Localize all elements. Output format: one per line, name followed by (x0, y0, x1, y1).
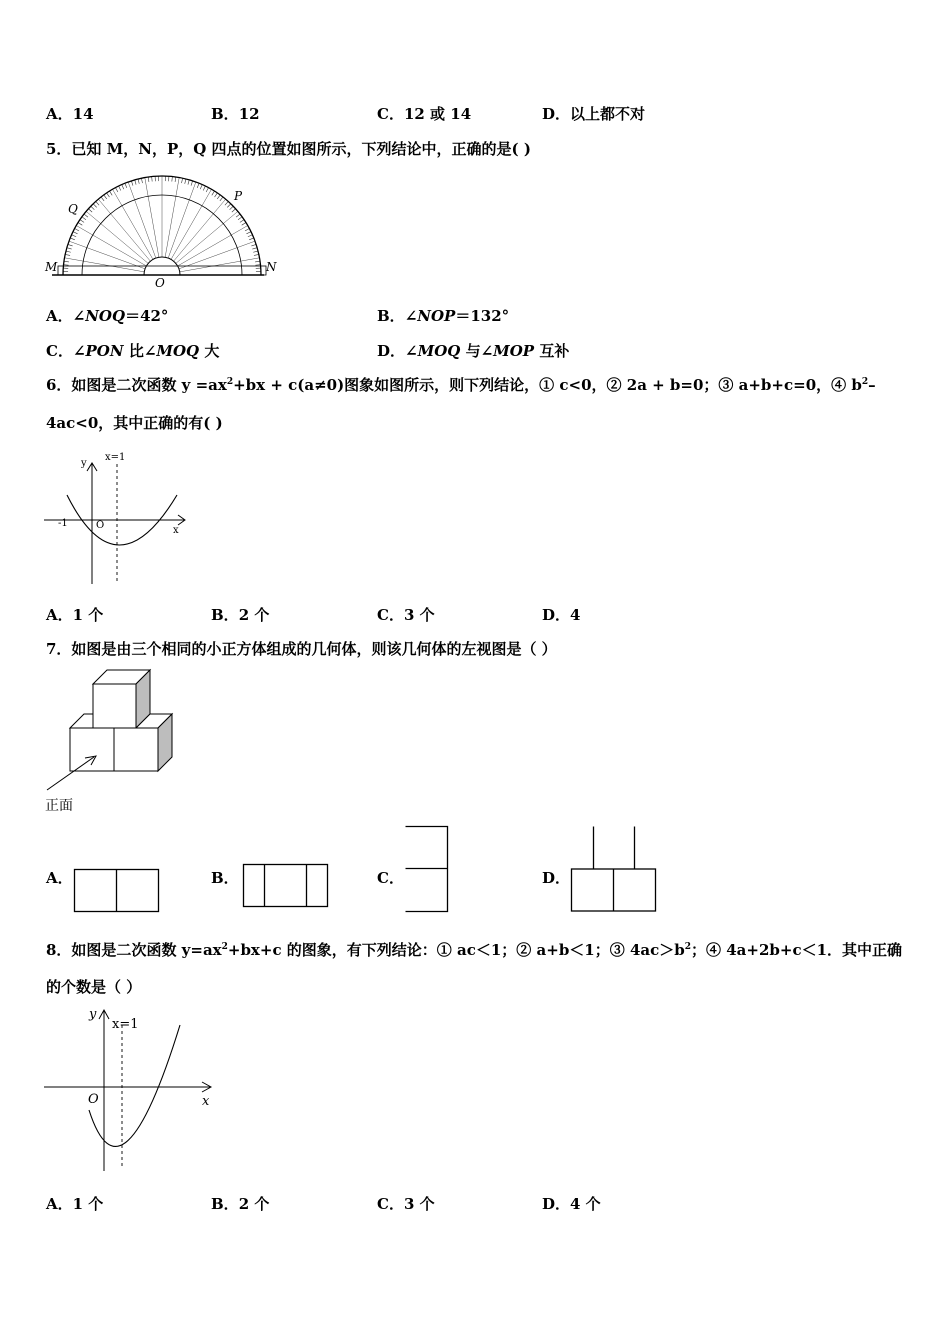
protractor-tick (128, 182, 156, 258)
q4-option-b (211, 103, 260, 124)
q6-option-c (377, 604, 435, 625)
superscript: 2 (226, 377, 234, 387)
option-letter: A． (46, 307, 73, 325)
q7-option-d-figure (570, 825, 660, 915)
option-tail: 互补 (534, 342, 570, 360)
superscript: 2 (861, 377, 869, 387)
protractor-tick (188, 180, 189, 185)
label-n: N (266, 260, 277, 274)
q6-stem (46, 374, 876, 395)
protractor-tick (191, 181, 193, 186)
angle-name-2: MOQ (156, 342, 200, 360)
q7-stem: 7．如图是由三个相同的小正方体组成的几何体，则该几何体的左视图是（ ） (46, 640, 557, 658)
stem-part: +bx + c(a≠0)图象如图所示，则下列结论，① c<0，② 2a + b=0；③ a+b+c=0，④ b (233, 376, 862, 394)
protractor-tick (88, 209, 92, 212)
protractor-tick (203, 186, 205, 190)
protractor-tick (125, 183, 127, 188)
protractor-tick (168, 182, 196, 258)
option-text: 3 个 (403, 606, 435, 624)
protractor-tick (174, 199, 226, 261)
protractor-tick (91, 206, 95, 209)
option-letter: D． (542, 1195, 571, 1213)
option-letter: B． (211, 105, 239, 123)
q5-option-d (377, 340, 569, 361)
label-neg1: -1 (58, 518, 68, 529)
option-text: 1 个 (72, 606, 104, 624)
q7-option-c-letter: C． (377, 869, 404, 887)
protractor-bottom-strip (58, 266, 266, 275)
label-x1: x=1 (112, 1017, 139, 1032)
protractor-tick (107, 193, 110, 197)
q6-stem-line2: 4ac<0，其中正确的有( ) (46, 414, 223, 432)
q7-option-b-letter: B． (211, 869, 239, 887)
protractor-tick (215, 193, 218, 197)
option-letter: D． (377, 342, 406, 360)
angle-name: NOP (417, 307, 456, 325)
protractor-tick (171, 189, 212, 259)
q8-option-c (377, 1193, 435, 1214)
option-letter: C． (377, 606, 404, 624)
protractor-tick (76, 226, 146, 267)
protractor-tick (96, 201, 99, 205)
protractor-tick (148, 177, 149, 182)
q4-option-c (377, 103, 471, 124)
protractor-tick (64, 265, 69, 266)
protractor-tick (238, 217, 242, 220)
bottom-left-top-face (70, 714, 93, 728)
protractor-tick (165, 178, 179, 258)
option-text: 3 个 (403, 1195, 435, 1213)
q8-stem (46, 939, 902, 960)
protractor-tick (255, 265, 260, 266)
q6-option-a (46, 604, 103, 625)
label-q: Q (68, 202, 78, 216)
protractor-tick (206, 188, 208, 192)
q7-option-d-letter: D． (542, 869, 571, 887)
option-text: 4 (570, 606, 581, 624)
bottom-left-front-face (70, 728, 114, 771)
protractor-tick (182, 178, 183, 183)
option-letter: C． (377, 105, 404, 123)
protractor-tick (65, 258, 145, 272)
angle-name: NOQ (85, 307, 126, 325)
protractor-tick (200, 185, 202, 190)
protractor-tick (236, 214, 240, 217)
label-o: O (155, 276, 165, 290)
protractor-tick (122, 185, 124, 190)
parabola-figure-q6 (42, 452, 192, 587)
protractor-tick (175, 177, 176, 182)
protractor-tick (172, 177, 173, 182)
protractor-tick (119, 186, 121, 190)
top-cube-front-face (93, 684, 136, 728)
protractor-tick (217, 195, 220, 199)
q6-option-d (542, 604, 580, 625)
q5-option-a (46, 305, 168, 326)
label-y: y (81, 458, 87, 469)
option-mid: 比∠ (123, 342, 157, 360)
option-letter: C． (377, 1195, 404, 1213)
protractor-tick (179, 241, 255, 269)
option-letter: D． (542, 606, 571, 624)
protractor-tick (252, 248, 257, 249)
protractor-tick (245, 229, 249, 231)
protractor-tick (113, 189, 154, 259)
parabola-figure-q8 (42, 1005, 222, 1175)
protractor-tick (255, 261, 260, 262)
angle-symbol: ∠ (404, 307, 418, 325)
cubes-figure (44, 666, 184, 816)
protractor-tick (72, 235, 77, 237)
angle-name-2: MOP (493, 342, 535, 360)
q5-stem: 5．已知 M，N，P，Q 四点的位置如图所示，下列结论中，正确的是( ) (46, 140, 531, 158)
protractor-tick (67, 248, 72, 249)
protractor-tick (104, 195, 107, 199)
q5-option-c (46, 340, 219, 361)
label-x1: x=1 (105, 452, 126, 463)
stem-part: ；④ 4a+2b+c＜1．其中正确 (691, 941, 903, 959)
q6-option-b (211, 604, 269, 625)
option-value: ＝132° (455, 307, 510, 325)
option-letter: A． (46, 1195, 73, 1213)
protractor-tick (84, 214, 88, 217)
stem-part: 8．如图是二次函数 y=ax (46, 941, 222, 959)
option-text: 12 或 14 (403, 105, 472, 123)
protractor-tick (65, 254, 70, 255)
protractor-figure (42, 168, 282, 288)
q7-option-b-figure (242, 863, 332, 908)
q4-option-a (46, 103, 94, 124)
protractor-tick (93, 204, 96, 208)
label-m: M (45, 260, 58, 274)
superscript: 2 (684, 942, 692, 952)
protractor-tick (220, 197, 223, 201)
option-text: 14 (72, 105, 94, 123)
label-p: P (234, 189, 243, 203)
protractor-tick (138, 179, 139, 184)
protractor-tick (180, 258, 260, 272)
q7-option-a-letter: A． (46, 869, 73, 887)
protractor-tick (242, 223, 246, 226)
protractor-tick (69, 241, 145, 269)
protractor-ticks (63, 176, 261, 275)
option-value: ＝42° (125, 307, 169, 325)
label-x: x (202, 1094, 210, 1109)
label-origin: O (88, 1092, 99, 1107)
label-origin: O (96, 520, 105, 531)
protractor-tick (197, 183, 199, 188)
parabola-curve (89, 1025, 180, 1146)
option-letter: A． (46, 105, 73, 123)
option-text: 1 个 (72, 1195, 104, 1213)
protractor-tick (152, 177, 153, 182)
angle-name: MOQ (417, 342, 461, 360)
protractor-tick (68, 244, 73, 246)
q8-option-d (542, 1193, 601, 1214)
protractor-tick (232, 209, 236, 212)
protractor-tick (145, 178, 159, 258)
protractor-tick (254, 254, 259, 255)
protractor-tick (230, 206, 234, 209)
protractor-tick (253, 251, 258, 252)
superscript: 2 (221, 942, 228, 952)
protractor-tick (240, 220, 244, 223)
option-tail: 大 (199, 342, 220, 360)
protractor-tick (64, 261, 69, 262)
option-text: 4 个 (570, 1195, 601, 1213)
stem-part: +bx+c 的图象，有下列结论：① ac＜1；② a+b＜1；③ 4ac＞b (227, 941, 685, 959)
angle-name: PON (85, 342, 124, 360)
view-rect (244, 865, 328, 907)
protractor-tick (73, 232, 77, 234)
protractor-tick (70, 238, 75, 240)
protractor-tick (249, 238, 254, 240)
stem-part: – (868, 376, 876, 394)
option-letter: D． (542, 105, 571, 123)
protractor-tick (185, 179, 186, 184)
angle-symbol: ∠ (405, 342, 418, 360)
protractor-tick (178, 226, 248, 267)
q4-option-d (542, 103, 645, 124)
option-letter: B． (211, 1195, 239, 1213)
protractor-tick (176, 211, 238, 263)
protractor-tick (141, 178, 142, 183)
q7-option-c-figure (404, 825, 454, 915)
protractor-tick (82, 217, 86, 220)
protractor-tick (78, 223, 82, 226)
protractor-tick (66, 251, 71, 252)
label-y: y (89, 1007, 97, 1022)
option-text: 以上都不对 (570, 105, 646, 123)
option-letter: B． (377, 307, 405, 325)
option-letter: A． (46, 606, 73, 624)
protractor-tick (75, 229, 79, 231)
option-mid: 与∠ (460, 342, 494, 360)
angle-symbol: ∠ (72, 307, 86, 325)
q8-option-b (211, 1193, 269, 1214)
stem-part: 6．如图是二次函数 y =ax (46, 376, 227, 394)
protractor-tick (135, 180, 136, 185)
option-text: 2 个 (238, 606, 270, 624)
label-x: x (173, 525, 179, 536)
protractor-tick (101, 197, 104, 201)
protractor-tick (116, 188, 118, 192)
protractor-tick (212, 191, 215, 195)
option-text: 2 个 (238, 1195, 270, 1213)
protractor-tick (246, 232, 250, 234)
protractor-tick (98, 199, 150, 261)
angle-symbol: ∠ (72, 342, 86, 360)
front-view-label: 正面 (45, 798, 73, 814)
protractor-tick (86, 211, 148, 263)
protractor-tick (227, 204, 230, 208)
protractor-tick (248, 235, 253, 237)
protractor-tick (80, 220, 84, 223)
protractor-tick (131, 181, 133, 186)
protractor-tick (225, 201, 228, 205)
q7-option-a-figure (73, 868, 163, 913)
q8-stem-line2: 的个数是（ ） (46, 978, 142, 996)
bottom-right-front-face (114, 728, 158, 771)
q5-option-b (377, 305, 509, 326)
protractor-tick (251, 244, 256, 246)
option-letter: B． (211, 606, 239, 624)
protractor-tick (110, 191, 113, 195)
option-letter: C． (46, 342, 73, 360)
option-text: 12 (238, 105, 260, 123)
q8-option-a (46, 1193, 103, 1214)
